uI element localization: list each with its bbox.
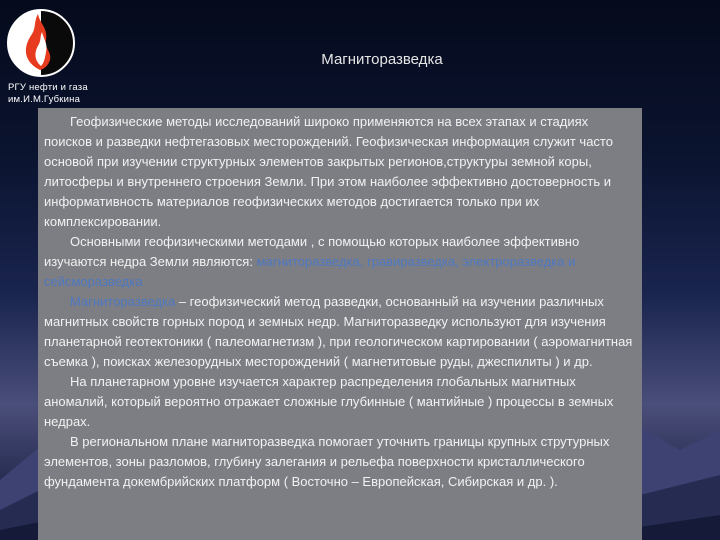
paragraph-5: В региональном плане магниторазведка помогает уточнить границы крупных струтурных элементов, зоны разломов, глубину залегания и рельефа поверхности кристаллического фундамента докембрийских платформ ( Восточно – Европейская, Сибирская и др. ). <box>44 434 610 489</box>
paragraph-2-text: Основными геофизическими методами , с помощью которых наиболее эффективно изучаются недра Земли являются: <box>44 234 580 269</box>
org-line-2: им.И.М.Губкина <box>8 94 81 105</box>
organization-name <box>8 82 88 106</box>
paragraph-3 <box>44 292 636 372</box>
methods-link[interactable]: магниторазведка, гравиразведка, электроразведка и сейсморазведка <box>44 254 576 289</box>
paragraph-1: Геофизические методы исследований широко применяются на всех этапах и стадиях поисков и разведки нефтегазовых месторождений. Геофизическая информация служит часто основой при изучении структурных элементов закрытых регионов,структуры земной коры, литосферы и внутреннего строения Земли. При этом наиболее эффективно достоверность и информативность материалов геофизических методов достигается только при их комплексировании. <box>44 114 613 229</box>
flame-logo-icon <box>6 8 76 78</box>
page-title: Магниторазведка <box>321 51 443 68</box>
paragraph-2 <box>44 232 636 292</box>
org-line-1: РГУ нефти и газа <box>8 82 88 93</box>
paragraph-3-text: – геофизический метод разведки, основанный на изучении различных магнитных свойств горных пород и земных недр. Магниторазведку используют для изучения планетарной геотектоники ( палеомагнетизм ), при геологическом картировании ( аэромагнитная съемка ), поисках железорудных месторождений ( магнетитовые руды, джеспилиты ) и др. <box>44 294 633 369</box>
magnetic-survey-link[interactable]: Магниторазведка <box>70 294 176 309</box>
paragraph-4: На планетарном уровне изучается характер распределения глобальных магнитных аномалий, который вероятно отражает сложные глубинные ( мантийные ) процессы в земных недрах. <box>44 374 614 429</box>
body-text <box>44 112 636 492</box>
